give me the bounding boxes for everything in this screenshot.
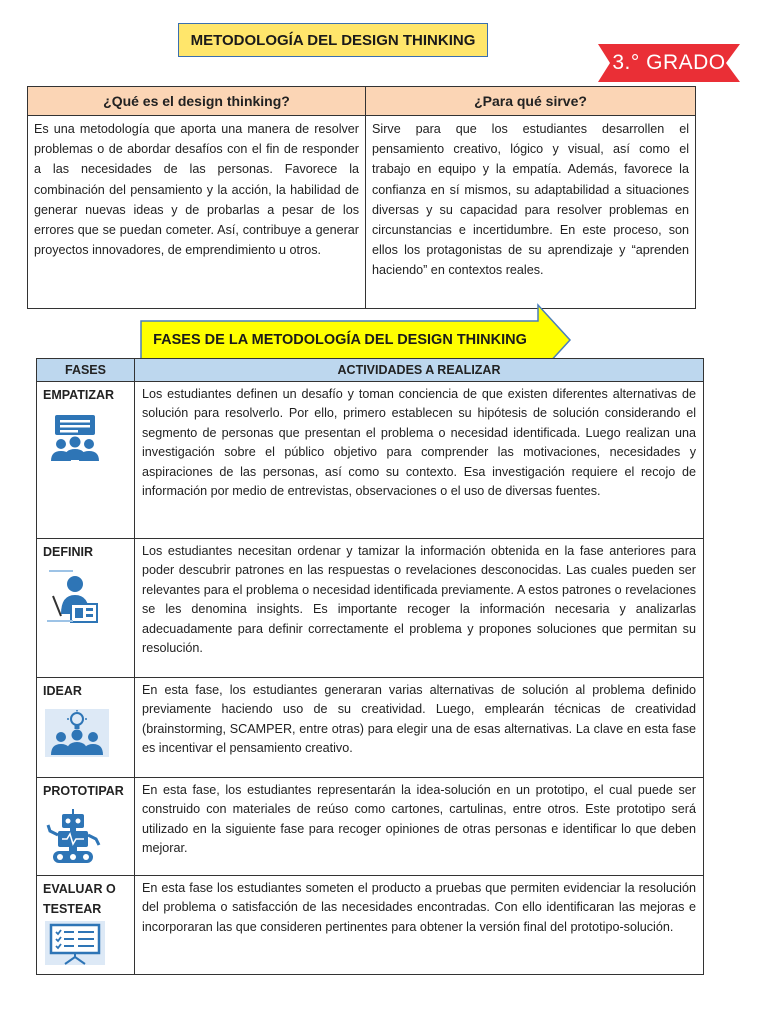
what-is-text: Es una metodología que aporta una manera de resolver problemas o de abordar desafíos con el fin de responder a las necesidades de las personas. Favorece la combinación del pensamiento y la acción, la habilidad de generar nuevas ideas y de probarlas a pesar de los errores que se puedan cometer. Así, contribuye a generar proyectos innovadores, de emprendimiento u otros. [28, 116, 366, 309]
phases-column-header: FASES [37, 359, 135, 382]
table-row [37, 539, 704, 678]
presentation-group-icon [45, 413, 105, 465]
phase-name: EVALUAR O TESTEAR [43, 882, 116, 916]
activity-cell [135, 778, 704, 876]
idea-group-icon [45, 709, 109, 757]
checklist-board-icon [45, 921, 105, 965]
phase-cell [37, 778, 135, 876]
activity-cell [135, 876, 704, 975]
phases-banner-text: FASES DE LA METODOLOGÍA DEL DESIGN THINKING [153, 332, 527, 348]
phase-cell [37, 539, 135, 678]
grade-label: 3.° GRADO [612, 51, 726, 74]
table-row [37, 778, 704, 876]
activity-text: En esta fase los estudiantes someten el producto a pruebas que permiten evidenciar la resolución del problema o satisfacción de las necesidades encontradas. Con ello identificaran las mejoras e incorporaran las que consideren pertinentes para obtener la versión final del prototipo-solución. [142, 881, 696, 934]
what-for-header: ¿Para qué sirve? [366, 87, 696, 116]
phase-name: PROTOTIPAR [43, 784, 124, 798]
activity-cell [135, 382, 704, 539]
phase-name: IDEAR [43, 684, 82, 698]
table-row [37, 876, 704, 975]
table-row [37, 382, 704, 539]
intro-table [27, 86, 696, 309]
table-row [37, 678, 704, 778]
phase-cell [37, 382, 135, 539]
activity-text: Los estudiantes definen un desafío y toman conciencia de que existen diferentes alternativas de solución para resolverlo. Por ello, primero establecen su hipótesis de solución considerando el segmento de personas que presentan el problema o necesidad identificada. Luego realizan una investigación sobre el público objetivo para comprender las motivaciones, necesidades y aspiraciones de las personas, así como su contexto. Esa investigación requiere el recojo de información por medio de entrevistas, observaciones o el uso de diversas fuentes. [142, 387, 696, 499]
what-for-text: Sirve para que los estudiantes desarrollen el pensamiento creativo, lógico y visual, así como el trabajo en equipo y la empatía. Además, favorece la confianza en sí mismos, su adaptabilidad a situaciones diversas y su capacidad para resolver problemas en circunstancias e incertidumbre. En este proceso, son ellos los protagonistas de su aprendizaje y “aprenden haciendo” en contextos reales. [366, 116, 696, 309]
robot-icon [45, 809, 105, 865]
activity-cell [135, 678, 704, 778]
activity-cell [135, 539, 704, 678]
phase-cell [37, 678, 135, 778]
activity-text: En esta fase, los estudiantes representarán la idea-solución en un prototipo, el cual puede ser construido con materiales de reúso como cartones, cartulinas, entre otros. Este prototipo será utilizado en la siguiente fase para recoger opiniones de otras personas e identificar lo que deben mejorar. [142, 783, 696, 856]
phase-name: EMPATIZAR [43, 388, 115, 402]
phases-table [36, 358, 704, 975]
activity-text: En esta fase, los estudiantes generaran varias alternativas de solución al problema definido previamente haciendo uso de su creatividad. Luego, emplearán técnicas de creatividad (brainstorming, SCAMPER, entre otras) para elegir una de esas alternativas. La clave en esta fase es incentivar el pensamiento creativo. [142, 683, 696, 756]
grade-badge [598, 44, 740, 82]
activity-text: Los estudiantes necesitan ordenar y tamizar la información obtenida en la fase anteriores para poder descubrir patrones en las respuestas o revelaciones desconocidas. Las cuales pueden ser relevantes para el problema o necesidad identificada previamente. A estos patrones o revelaciones se les denomina insights. Es importante recoger la información necesaria y analizarlas adecuadamente para definir correctamente el problema y propones soluciones que permitan su resolución. [142, 544, 696, 656]
what-is-header: ¿Qué es el design thinking? [28, 87, 366, 116]
phase-name: DEFINIR [43, 545, 93, 559]
teacher-board-icon [45, 570, 105, 626]
activities-column-header: ACTIVIDADES A REALIZAR [135, 359, 704, 382]
phase-cell [37, 876, 135, 975]
document-title: METODOLOGÍA DEL DESIGN THINKING [178, 23, 488, 57]
